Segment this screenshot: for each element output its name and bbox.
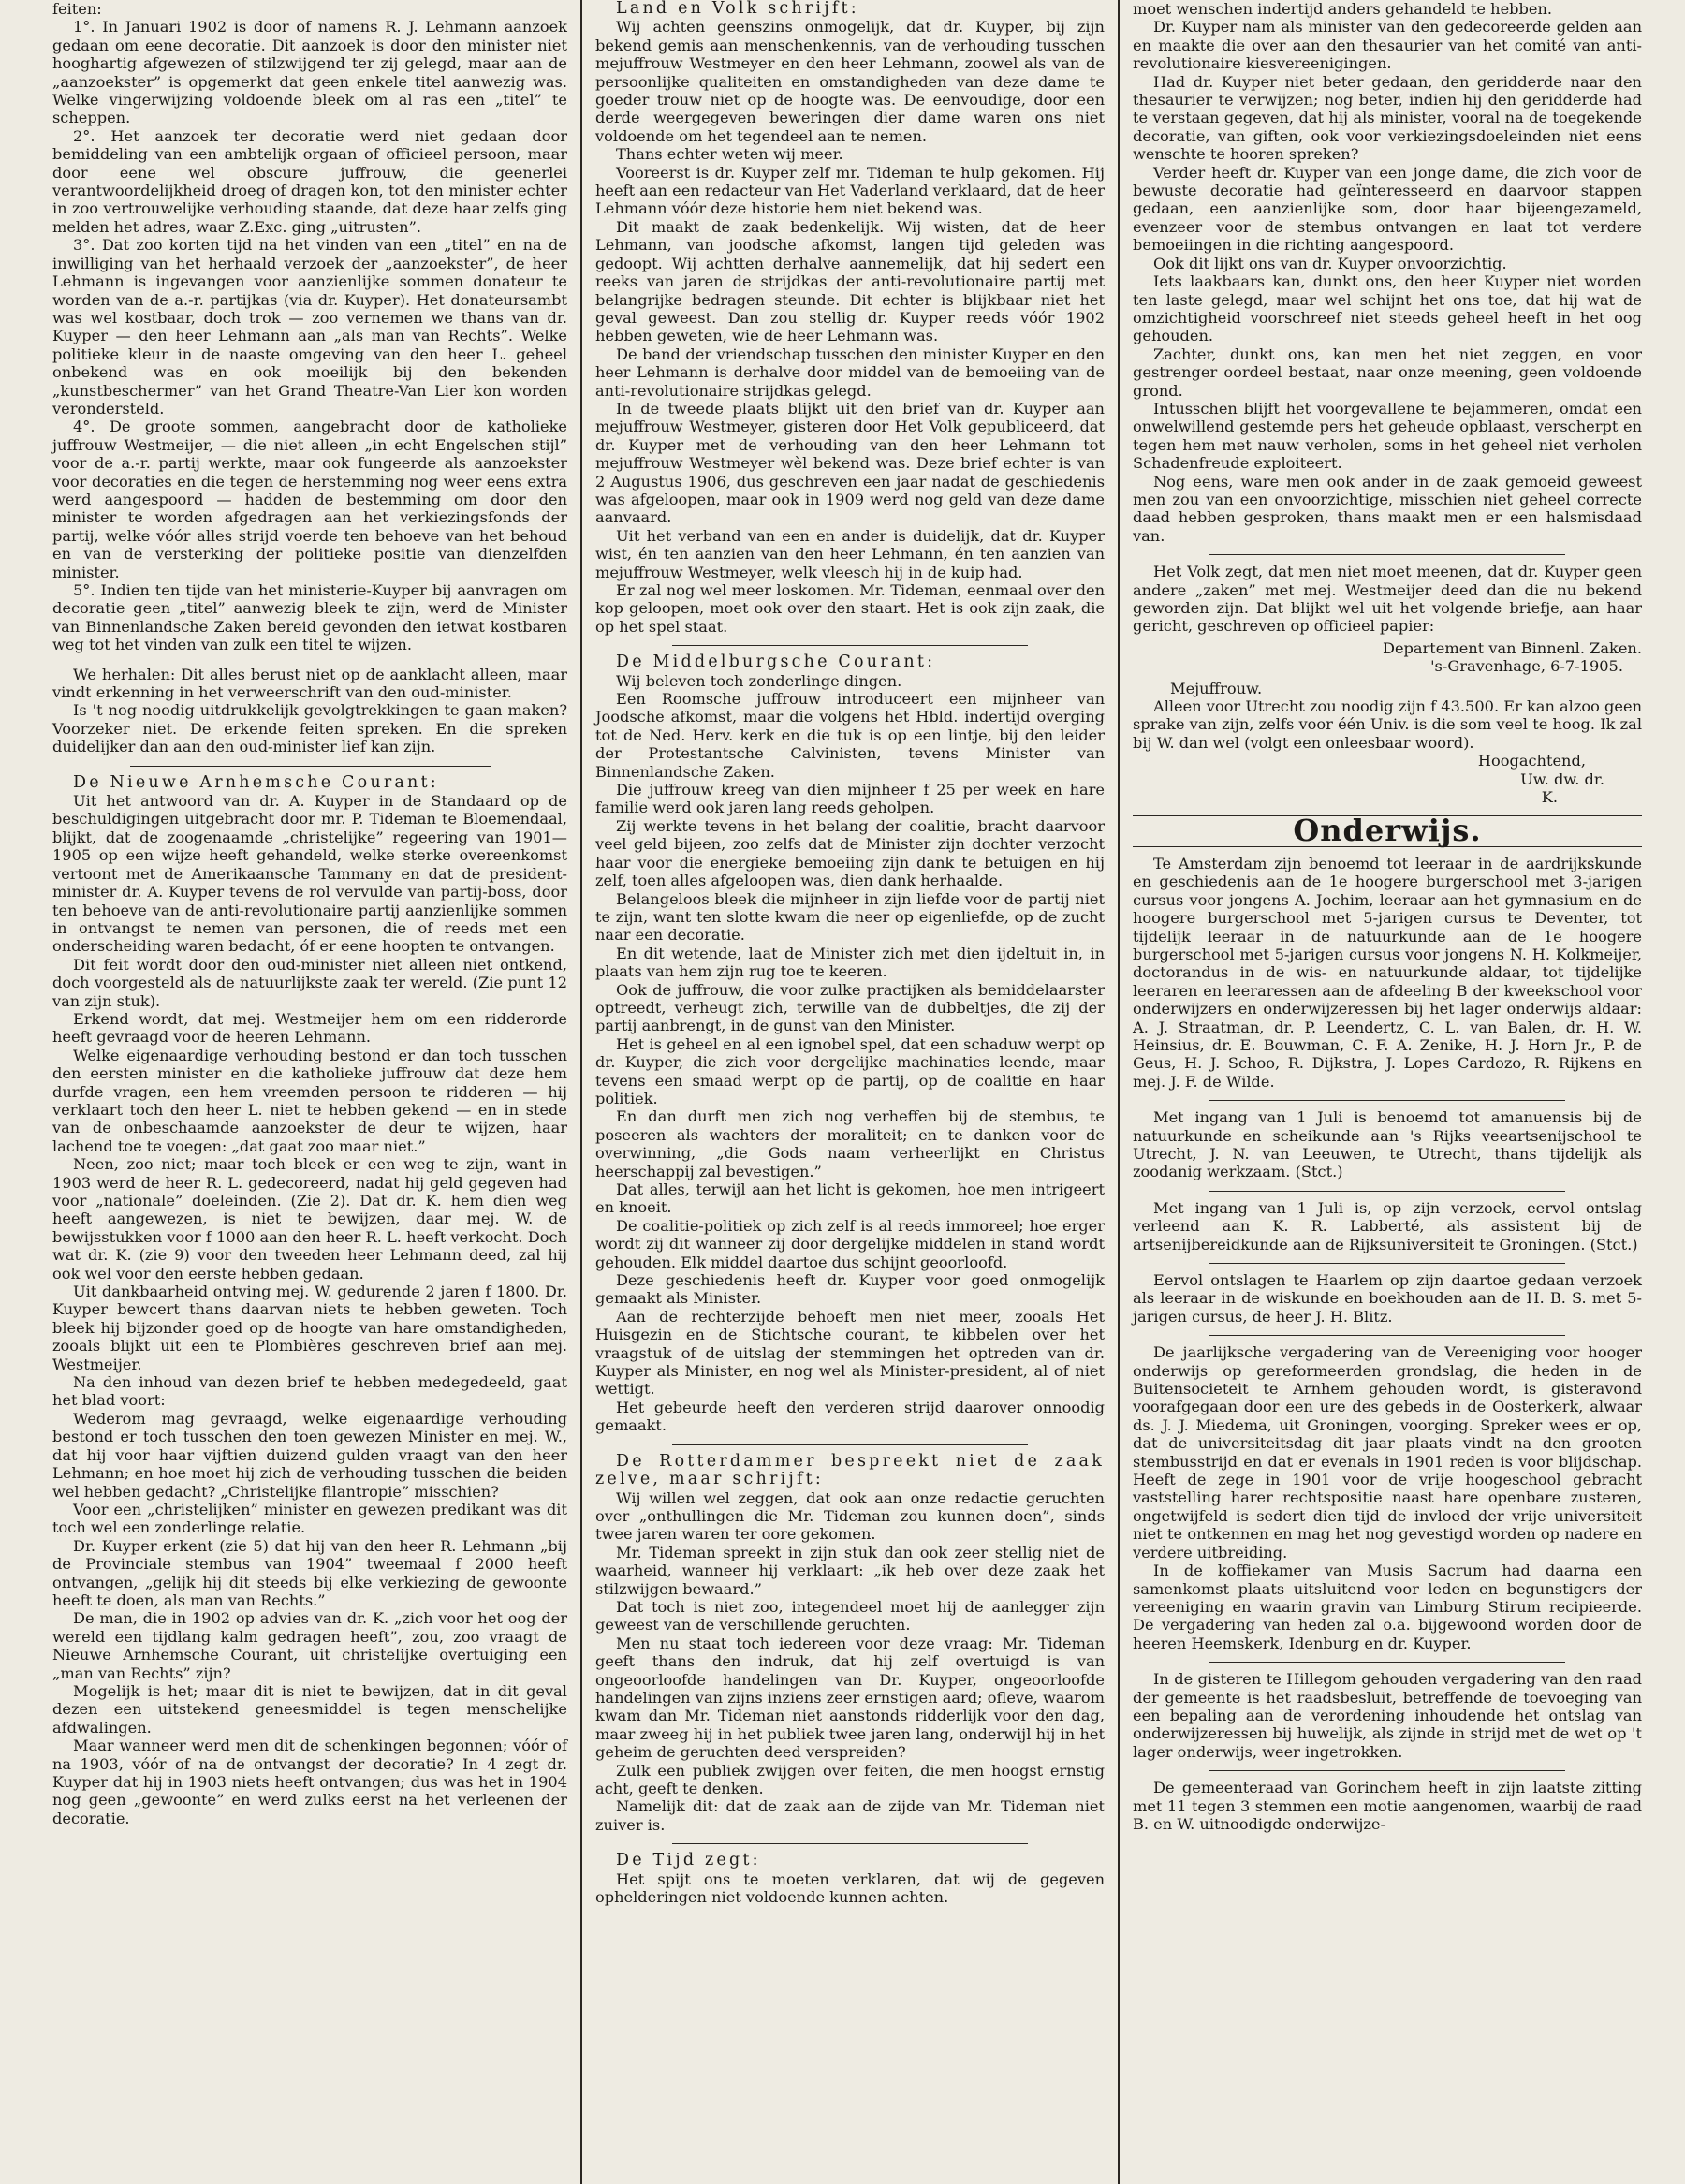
section-heading: De Middelburgsche Courant: (616, 652, 936, 672)
paragraph: Er zal nog wel meer loskomen. Mr. Tideman, eenmaal over den kop geloopen, moet ook over den staart. Het is ook zijn zaak, die op het spel staat. (595, 581, 1105, 636)
paragraph: Wij willen wel zeggen, dat ook aan onze redactie geruchten over „onthullingen die Mr. Tideman zou kunnen doen”, sinds twee jaren waren ter oore gekomen. (595, 1488, 1105, 1544)
paragraph: Het gebeurde heeft den verderen strijd daarover onnoodig gemaakt. (595, 1398, 1105, 1435)
paragraph: Verder heeft dr. Kuyper van een jonge dame, die zich voor de bewuste decoratie had geïnteresseerd en daarvoor stappen gedaan, een aanzienlijke som, door haar bijeengezameld, evenzeer voor de stembus ontvangen en laat tot verdere bemoeiingen in die richting aangespoord. (1133, 163, 1642, 255)
paragraph: De band der vriendschap tusschen den minister Kuyper en den heer Lehmann is derhalve door middel van de bemoeiing van de anti-revolutionaire strijdkas gelegd. (595, 344, 1105, 400)
letter-signature-initial: K. (1541, 788, 1558, 807)
paragraph: In de koffiekamer van Musis Sacrum had daarna een samenkomst plaats uitsluitend voor leden en begunstigers der vereeniging en waarin gravin van Limburg Stirum recipieerde. De vergadering van heden zal o.a. bijgewoond worden door de heeren Heemskerk, Idenburg en dr. Kuyper. (1133, 1561, 1642, 1652)
paragraph: 4°. De groote sommen, aangebracht door de katholieke juffrouw Westmeijer, — die niet alleen „in echt Engelschen stijl” voor de a.-r. partij werkte, maar ook fungeerde als aanzoekster voor decoraties en die tegen de herstemming nog weer eens extra werd aangespoord — hadden de bestemming om door den minister te worden afgedragen aan het verkiezingsfonds der partij, welke vóór alles strijd voerde ten behoeve van het behoud en van de versterking der politieke positie van dienzelfden minister. (52, 418, 567, 581)
paragraph: Dr. Kuyper nam als minister van den gedecoreerde gelden aan en maakte die over aan den thesaurier van het comité van anti-revolutionaire kiesvereenigingen. (1133, 18, 1642, 73)
paragraph: Thans echter weten wij meer. (616, 145, 843, 164)
paragraph: We herhalen: Dit alles berust niet op de aanklacht alleen, maar vindt erkenning in het verweerschrift van den oud-minister. (52, 665, 567, 702)
divider (1209, 1662, 1566, 1663)
paragraph: Mr. Tideman spreekt in zijn stuk dan ook zeer stellig niet de waarheid, wanneer hij verklaart: „ik heb over deze zaak het stilzwijgen bewaard.” (595, 1543, 1105, 1598)
paragraph: Erkend wordt, dat mej. Westmeijer hem om een ridderorde heeft gevraagd voor de heeren Lehmann. (52, 1009, 567, 1047)
paragraph: Uit het verband van een en ander is duidelijk, dat dr. Kuyper wist, én ten aanzien van den heer Lehmann, én ten aanzien van mejuffrouw Westmeyer, welk vleesch hij in de kuip had. (595, 526, 1105, 581)
section-heading: De Tijd zegt: (616, 1851, 761, 1870)
section-heading: De Rotterdammer bespreekt niet de zaak zelve, maar schrijft: (595, 1451, 1105, 1489)
paragraph: Het spijt ons te moeten verklaren, dat wij de gegeven ophelderingen niet voldoende kunnen achten. (595, 1869, 1105, 1907)
divider (130, 766, 491, 767)
letter-salutation: Mejuffrouw. (1170, 679, 1263, 697)
paragraph: Belangeloos bleek die mijnheer in zijn liefde voor de partij niet te zijn, want ten slotte kwam die neer op eigenliefde, op de zucht naar een decoratie. (595, 889, 1105, 945)
paragraph: De coalitie-politiek op zich zelf is al reeds immoreel; hoe erger wordt zij dit wanneer zij door dergelijke middelen in stand wordt gehouden. Elk middel daartoe dus schijnt geoorloofd. (595, 1216, 1105, 1271)
paragraph: Had dr. Kuyper niet beter gedaan, den geridderde naar den thesaurier te verwijzen; nog beter, indien hij den geridderde had te verstaan gegeven, dat hij als minister, vooral na de toegekende decoratie, van giften, ook voor verkiezingsdoeleinden niet eens wenschte te hooren spreken? (1133, 72, 1642, 164)
divider (1209, 1191, 1566, 1192)
divider (1209, 1100, 1566, 1101)
paragraph: Intusschen blijft het voorgevallene te bejammeren, omdat een onwelwillend gestemde pers het geheude opblaast, verscherpt en tegen hem met nauw verholen, soms in het geheel niet verholen Schadenfreude exploiteert. (1133, 399, 1642, 473)
letter-closing: Hoogachtend, (1477, 752, 1586, 770)
paragraph: Zulk een publiek zwijgen over feiten, die men hoogst ernstig acht, geeft te denken. (595, 1761, 1105, 1797)
paragraph: Dat toch is niet zoo, integendeel moet hij de aanlegger zijn geweest van de verschillende geruchten. (595, 1597, 1105, 1634)
paragraph: Dit maakt de zaak bedenkelijk. Wij wisten, dat de heer Lehmann, van joodsche afkomst, langen tijd geleden was gedoopt. Wij achtten derhalve aannemelijk, dat hij sedert een reeks van jaren de strijdkas der anti-revolutionaire partij met belangrijke bedragen steunde. Dit echter is blijkbaar niet het geval geweest. Dan zou stellig dr. Kuyper reeds vóór 1902 hebben geweten, wie de heer Lehmann was. (595, 217, 1105, 345)
divider (1209, 1770, 1566, 1771)
paragraph: Wederom mag gevraagd, welke eigenaardige verhouding bestond er toch tusschen den toen gewezen Minister en mej. W., dat hij voor haar vijftien duizend gulden vraagt van den heer Lehmann; en hoe moet hij zich de verhouding tusschen die beiden wel hebben gedacht? „Christelijke filantropie” misschien? (52, 1409, 567, 1501)
paragraph: Deze geschiedenis heeft dr. Kuyper voor goed onmogelijk gemaakt als Minister. (595, 1271, 1105, 1308)
paragraph: 3°. Dat zoo korten tijd na het vinden van een „titel” en na de inwilliging van het herhaald verzoek der „aanzoekster”, de heer Lehmann is ingevangen voor aanzienlijke sommen donateur te worden van de a.-r. partijkas (via dr. Kuyper). Het donateursambt was wel kostbaar, doch trok — zoo vernemen we thans van dr. Kuyper — den heer Lehmann aan „als man van Rechts”. Welke politieke kleur in de naaste omgeving van den heer L. geheel onbekend was en ook moeilijk bij den bekenden „kunstbeschermer” van het Grand Theatre-Van Lier kon worden verondersteld. (52, 236, 567, 418)
paragraph: Neen, zoo niet; maar toch bleek er een weg te zijn, want in 1903 werd de heer R. L. gedecoreerd, nadat hij geld gegeven had voor „nationale” doeleinden. (Zie 2). Dat dr. K. hem dien weg heeft aangewezen, is niet te bewijzen, daar mej. W. de bewijsstukken voor f 1000 aan den heer R. L. heeft verkocht. Doch wat dr. K. (zie 9) voor den tweeden heer Lehmann deed, zal hij ook wel voor den eerste hebben gedaan. (52, 1155, 567, 1283)
paragraph: 5°. Indien ten tijde van het ministerie-Kuyper bij aanvragen om decoratie geen „titel” aanwezig bleek te zijn, werd de Minister van Binnenlandsche Zaken bereid gevonden den ietwat kostbaren weg tot het vinden van zulk een titel te wijzen. (52, 581, 567, 654)
paragraph: Vooreerst is dr. Kuyper zelf mr. Tideman te hulp gekomen. Hij heeft aan een redacteur van Het Vaderland verklaard, dat de heer Lehmann vóór deze historie hem niet bekend was. (595, 163, 1105, 218)
paragraph: Voor een „christelijken” minister en gewezen predikant was dit toch wel een zonderlinge relatie. (52, 1500, 567, 1537)
column-2 (580, 0, 1118, 2184)
divider (1209, 1335, 1566, 1336)
paragraph: In de gisteren te Hillegom gehouden vergadering van den raad der gemeente is het raadsbesluit, betreffende de toevoeging van een bepaling aan de verordening inhoudende het ontslag van onderwijzeressen bij huwelijk, als zijnde in strijd met de wet op 't lager onderwijs, weer ingetrokken. (1133, 1670, 1642, 1761)
paragraph: De man, die in 1902 op advies van dr. K. „zich voor het oog der wereld een tijdlang kalm gedragen heeft”, zou, zoo vraagt de Nieuwe Arnhemsche Courant, uit christelijke overtuiging een „man van Rechts” zijn? (52, 1609, 567, 1682)
paragraph: Ook dit lijkt ons van dr. Kuyper onvoorzichtig. (1153, 254, 1507, 272)
paragraph: Wij beleven toch zonderlinge dingen. (616, 671, 902, 690)
paragraph: Met ingang van 1 Juli is, op zijn verzoek, eervol ontslag verleend aan K. R. Labberté, als assistent bij de artsenijbereidkunde aan de Rijksuniversiteit te Groningen. (Stct.) (1133, 1198, 1642, 1253)
paragraph: Het is geheel en al een ignobel spel, dat een schaduw werpt op dr. Kuyper, die zich voor dergelijke machinaties leende, maar tevens een smaad werpt op de partij, op de coalitie en haar politiek. (595, 1034, 1105, 1107)
paragraph: Mogelijk is het; maar dit is niet te bewijzen, dat in dit geval dezen een uitstekend geneesmiddel is tegen menschelijke afdwalingen. (52, 1681, 567, 1737)
paragraph: Zij werkte tevens in het belang der coalitie, bracht daarvoor veel geld bijeen, zoo zelfs dat de Minister zijn dochter verzocht haar voor die energieke bemoeiing zijn dank te betuigen en hij zelf, toen alles afgeloopen was, dien dank herhaalde. (595, 816, 1105, 890)
paragraph: 2°. Het aanzoek ter decoratie werd niet gedaan door bemiddeling van een ambtelijk orgaan of officieel persoon, maar door eene wel obscure juffrouw, die geenerlei verantwoordelijkheid droeg of dragen kon, tot den minister echter in zoo vertrouwelijke verhouding staande, dat deze haar zelfs ging melden het adres, waar Z.Exc. ging „uitrusten”. (52, 126, 567, 236)
paragraph: Zachter, dunkt ons, kan men het niet zeggen, en voor gestrenger oordeel bestaat, naar onze meening, geen voldoende grond. (1133, 344, 1642, 400)
paragraph: Men nu staat toch iedereen voor deze vraag: Mr. Tideman geeft thans den indruk, dat hij zelf overtuigd is van ongeoorloofde handelingen van Dr. Kuyper, ongeoorloofde handelingen van zijns inziens zeer ernstigen aard; ofleve, waarom kwam dan Mr. Tideman niet aanstonds ridderlijk voor den dag, maar zweeg hij in het publiek twee jaren lang, onderwijl hij in het geheim de geruchten deed verspreiden? (595, 1634, 1105, 1762)
paragraph: De gemeenteraad van Gorinchem heeft in zijn laatste zitting met 11 tegen 3 stemmen een motie aangenomen, waarbij de raad B. en W. uitnoodigde onderwijze- (1133, 1779, 1642, 1833)
paragraph: En dan durft men zich nog verheffen bij de stembus, te poseeren als wachters der moraliteit; en te danken voor de overwinning, „die Gods naam verheerlijkt en Christus heerschappij zal bevestigen.” (595, 1107, 1105, 1180)
paragraph: En dit wetende, laat de Minister zich met dien ijdeltuit in, in plaats van hem zijn rug toe te keeren. (595, 944, 1105, 981)
paragraph: moet wenschen indertijd anders gehandeld te hebben. (1133, 0, 1553, 18)
divider (1209, 1263, 1566, 1264)
paragraph: Dit feit wordt door den oud-minister niet alleen niet ontkend, doch voorgesteld als de natuurlijkste zaak ter wereld. (Zie punt 12 van zijn stuk). (52, 955, 567, 1010)
divider (1209, 554, 1566, 555)
letter-signature: Uw. dw. dr. (1520, 770, 1604, 788)
paragraph: In de tweede plaats blijkt uit den brief van dr. Kuyper aan mejuffrouw Westmeyer, gisteren door Het Volk gepubliceerd, dat dr. Kuyper met de verhouding van den heer Lehmann tot mejuffrouw Westmeyer wèl bekend was. Deze brief echter is van 2 Augustus 1906, dus geschreven een jaar nadat de geschiedenis was afgeloopen, maar ook in 1909 werd nog geld van deze dame aanvaard. (595, 399, 1105, 527)
column-3 (1118, 0, 1655, 2184)
paragraph: Maar wanneer werd men dit de schenkingen begonnen; vóór of na 1903, vóór of na de ontvangst der decoratie? In 4 zegt dr. Kuyper dat hij in 1903 niets heeft ontvangen; dus was het in 1904 nog geen „gewoonte” en werd zulks eerst na het verleenen der decoratie. (52, 1737, 567, 1827)
paragraph: Ook de juffrouw, die voor zulke practijken als bemiddelaarster optreedt, verheugt zich, terwille van de dubbeltjes, die zij der partij aanbrengt, in de gunst van den Minister. (595, 980, 1105, 1035)
letter-date: 's-Gravenhage, 6-7-1905. (1430, 657, 1623, 676)
paragraph: Aan de rechterzijde behoeft men niet meer, zooals Het Huisgezin en de Stichtsche courant, te kibbelen over het vraagstuk of de uitslag der stemmingen het optreden van dr. Kuyper als Minister, en nog wel als Minister-president, al of niet wettigt. (595, 1307, 1105, 1399)
paragraph: Die juffrouw kreeg van dien mijnheer f 25 per week en hare familie werd ook jaren lang reeds geholpen. (595, 781, 1105, 817)
paragraph: Namelijk dit: dat de zaak aan de zijde van Mr. Tideman niet zuiver is. (595, 1797, 1105, 1834)
paragraph: Met ingang van 1 Juli is benoemd tot amanuensis bij de natuurkunde en scheikunde aan 's Rijks veeartsenijschool te Utrecht, J. N. van Leeuwen, te Utrecht, thans tijdelijk als zoodanig werkzaam. (Stct.) (1133, 1108, 1642, 1181)
paragraph: Een Roomsche juffrouw introduceert een mijnheer van Joodsche afkomst, maar die volgens het Hbld. indertijd overging tot de Ned. Herv. kerk en die tuk is op een lintje, bij den leider der Protestantsche Calvinisten, tevens Minister van Binnenlandsche Zaken. (595, 690, 1105, 781)
paragraph: 1°. In Januari 1902 is door of namens R. J. Lehmann aanzoek gedaan om eene decoratie. Dit aanzoek is door den minister niet hooghartig afgewezen of stilzwijgend ter zij gelegd, maar aan de „aanzoekster” is opgemerkt dat geen enkele titel aanwezig was. Welke vingerwijzing voldoende bleek om al ras een „titel” te scheppen. (52, 18, 567, 127)
divider (672, 1444, 1029, 1445)
paragraph: feiten: (52, 0, 102, 18)
paragraph: Dat alles, terwijl aan het licht is gekomen, hoe men intrigeert en knoeit. (595, 1180, 1105, 1217)
paragraph: Te Amsterdam zijn benoemd tot leeraar in de aardrijkskunde en geschiedenis aan de 1e hoogere burgerschool met 3-jarigen cursus voor jongens A. Jochim, leeraar aan het gymnasium en de hoogere burgerschool met 5-jarigen cursus te Deventer, tot tijdelijk leeraar in de natuurkunde aan de 1e hoogere burgerschool met 5-jarigen cursus voor jongens N. H. Kolkmeijer, doctorandus in de wis- en natuurkunde aldaar, tot tijdelijke leeraren en leeraressen aan de afdeeling B der kweekschool voor onderwijzers en onderwijzeressen bij het lager onderwijs aldaar: A. J. Straatman, dr. P. Leendertz, C. L. van Balen, dr. H. W. Heinsius, dr. E. Bouwman, C. F. A. Zenike, H. J. Horn Jr., P. de Geus, H. J. Schoo, R. Dijkstra, J. Lopes Cardozo, R. Rijkens en mej. J. F. de Wilde. (1133, 854, 1642, 1091)
paragraph: Het Volk zegt, dat men niet moet meenen, dat dr. Kuyper geen andere „zaken” met mej. Westmeijer deed dan die nu bekend geworden zijn. Dat blijkt wel uit het volgende briefje, aan haar gericht, geschreven op officieel papier: (1133, 563, 1642, 636)
letter-department: Departement van Binnenl. Zaken. (1382, 638, 1642, 657)
paragraph: Uit dankbaarheid ontving mej. W. gedurende 2 jaren f 1800. Dr. Kuyper bewcert thans daarvan niets te hebben geweten. Toch bleek hij bijzonder goed op de hoogte van hare omstandigheden, zooals blijkt uit een te Plombières geschreven brief aan mej. Westmeijer. (52, 1283, 567, 1373)
paragraph: Welke eigenaardige verhouding bestond er dan toch tusschen den eersten minister en die katholieke juffrouw dat deze hem durfde vragen, een hem vreemden persoon te ridderen — hij verklaart toch den heer L. niet te hebben gekend — en in stede van de onbeschaamde aanzoekster de deur te wijzen, haar lachend toe te voegen: „dat gaat zoo maar niet.” (52, 1046, 567, 1155)
divider (672, 645, 1029, 646)
paragraph: De jaarlijksche vergadering van de Vereeniging voor hooger onderwijs op gereformeerden grondslag, die heden in de Buitensocieteit te Arnhem gehouden wordt, is gisteravond voorafgegaan door een ure des gebeds in de Oosterkerk, alwaar ds. J. J. Miedema, uit Groningen, voorging. Spreker wees er op, dat de universiteitsdag dit jaar plaats vindt na den grooten stembusstrijd en dat er evenals in 1901 reden is voor blijdschap. Heeft de zege in 1901 voor de vrije hoogeschool gebracht vaststelling harer rechtspositie naast hare openbare zusteren, ongetwijfeld is sedert dien tijd de invloed der vrije universiteit niet te ontkennen en mag het nog gevestigd worden op nadere en verdere uitbreiding. (1133, 1343, 1642, 1561)
paragraph: Na den inhoud van dezen brief te hebben medegedeeld, gaat het blad voort: (52, 1373, 567, 1410)
paragraph: Wij achten geenszins onmogelijk, dat dr. Kuyper, bij zijn bekend gemis aan menschenkennis, van de verhouding tusschen mejuffrouw Westmeyer en den heer Lehmann, zoowel als van de persoonlijke qualiteiten en omstandigheden van deze dame te goeder trouw niet op de hoogte was. De eenvoudige, door een derde weergegeven beweringen dier dame waren ons niet voldoende om het tegendeel aan te nemen. (595, 18, 1105, 145)
paragraph: Dr. Kuyper erkent (zie 5) dat hij van den heer R. Lehmann „bij de Provinciale stembus van 1904” tweemaal f 2000 heeft ontvangen, „gelijk hij dit steeds bij elke verkiezing de gewoonte heeft te doen, als man van Rechts.” (52, 1536, 567, 1609)
paragraph: Is 't nog noodig uitdrukkelijk gevolgtrekkingen te gaan maken? Voorzeker niet. De erkende feiten spreken. En die spreken duidelijker dan aan den oud-minister lief kan zijn. (52, 701, 567, 756)
letter-body: Alleen voor Utrecht zou noodig zijn f 43.500. Er kan alzoo geen sprake van zijn, zelfs voor één Univ. is die som veel te hoog. Ik zal bij W. dan wel (volgt een onleesbaar woord). (1133, 697, 1642, 752)
section-heading: De Nieuwe Arnhemsche Courant: (73, 772, 439, 792)
column-1 (39, 0, 580, 2184)
paragraph: Iets laakbaars kan, dunkt ons, den heer Kuyper niet worden ten laste gelegd, maar wel schijnt het ons toe, dat hij wat de omzichtigheid voorschreef niet steeds geheel heeft in het oog gehouden. (1133, 272, 1642, 345)
paragraph: Nog eens, ware men ook ander in de zaak gemoeid geweest men zou van een onvoorzichtige, misschien niet geheel correcte daad hebben gesproken, thans maakt men er een halsmisdaad van. (1133, 472, 1642, 545)
paragraph: Eervol ontslagen te Haarlem op zijn daartoe gedaan verzoek als leeraar in de wiskunde en boekhouden aan de H. B. S. met 5-jarigen cursus, de heer J. H. Blitz. (1133, 1271, 1642, 1326)
section-heading: Land en Volk schrijft: (616, 0, 859, 18)
section-title-onderwijs: Onderwijs. (1293, 813, 1482, 849)
paragraph: Uit het antwoord van dr. A. Kuyper in de Standaard op de beschuldigingen uitgebracht door mr. P. Tideman te Bloemendaal, blijkt, dat de zoogenaamde „christelijke” regeering van 1901—1905 op een wijze heeft gehandeld, welke sterke overeenkomst vertoont met de Amerikaansche Tammany en dat de president-minister dr. A. Kuyper tevens de rol vervulde van partij-boss, door ten behoeve van de anti-revolutionaire partij aanzienlijke sommen in ontvangst te nemen van personen, die of reeds met een onderscheiding waren bedacht, óf er eene hoopten te ontvangen. (52, 792, 567, 956)
divider (672, 1843, 1029, 1844)
